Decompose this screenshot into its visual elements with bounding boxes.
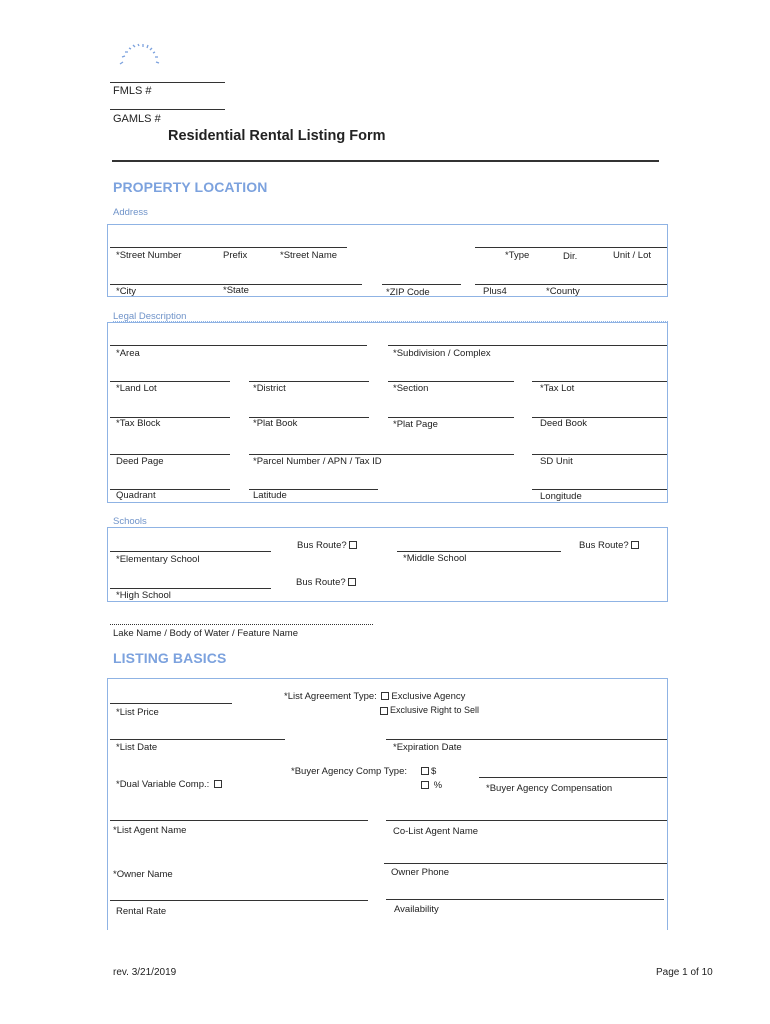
legal-box — [107, 322, 668, 503]
tax-block-label: *Tax Block — [116, 418, 161, 429]
plus4-label: Plus4 — [483, 286, 507, 297]
elementary-line[interactable] — [110, 551, 271, 552]
schools-section-title: Schools — [113, 516, 147, 527]
page-number: Page 1 of 10 — [656, 967, 713, 978]
plat-book-label: *Plat Book — [253, 418, 298, 429]
unit-lot-label: Unit / Lot — [613, 250, 652, 261]
tax-lot-label: *Tax Lot — [540, 383, 575, 394]
exclusive-right-option[interactable] — [378, 705, 479, 715]
zip-line[interactable] — [382, 284, 461, 285]
list-price-line[interactable] — [110, 703, 232, 704]
parcel-line[interactable] — [249, 454, 514, 455]
owner-phone-label: Owner Phone — [391, 867, 450, 878]
list-agreement-type-label: *List Agreement Type: — [284, 691, 377, 702]
dir-label: Dir. — [563, 251, 578, 262]
district-label: *District — [253, 383, 286, 394]
dual-variable-checkbox[interactable] — [214, 780, 222, 788]
co-list-agent-label: Co-List Agent Name — [393, 826, 479, 837]
comp-percent-label: % — [433, 780, 443, 791]
lake-line[interactable] — [110, 624, 373, 625]
section-line[interactable] — [388, 381, 514, 382]
plus4-line[interactable] — [475, 284, 667, 285]
list-date-label: *List Date — [116, 742, 158, 753]
subdivision-label: *Subdivision / Complex — [393, 348, 491, 359]
plat-page-label: *Plat Page — [393, 419, 438, 430]
title-rule — [112, 160, 659, 162]
dual-variable-comp[interactable] — [116, 779, 224, 790]
gamls-line[interactable] — [110, 109, 225, 110]
state-label: *State — [223, 285, 249, 296]
street-name-label: *Street Name — [280, 250, 338, 261]
address-section-title: Address — [113, 207, 148, 218]
list-agent-label: *List Agent Name — [113, 825, 187, 836]
revision-date: rev. 3/21/2019 — [113, 967, 177, 978]
bus-route-label: Bus Route? — [296, 577, 346, 588]
sd-unit-label: SD Unit — [540, 456, 573, 467]
legal-section-title: Legal Description — [113, 311, 187, 322]
form-title: Residential Rental Listing Form — [168, 128, 386, 144]
county-label: *County — [546, 286, 580, 297]
comp-dollar-label: $ — [431, 766, 437, 777]
sd-unit-line[interactable] — [532, 454, 667, 455]
fmls-line[interactable] — [110, 82, 225, 83]
availability-line[interactable] — [386, 899, 664, 900]
gamls-label: GAMLS # — [113, 113, 161, 125]
rental-rate-label: Rental Rate — [116, 906, 167, 917]
owner-name-label: *Owner Name — [113, 869, 173, 880]
middle-line[interactable] — [397, 551, 561, 552]
list-date-line[interactable] — [110, 739, 285, 740]
tax-lot-line[interactable] — [532, 381, 667, 382]
deed-page-label: Deed Page — [116, 456, 164, 467]
bus-route-high[interactable] — [296, 577, 358, 588]
street-number-label: *Street Number — [116, 250, 182, 261]
owner-phone-line[interactable] — [384, 863, 667, 864]
elementary-label: *Elementary School — [116, 554, 200, 565]
lake-label: Lake Name / Body of Water / Feature Name — [113, 628, 298, 639]
high-label: *High School — [116, 590, 171, 601]
type-line[interactable] — [475, 247, 667, 248]
section-label: *Section — [393, 383, 429, 394]
zip-label: *ZIP Code — [386, 287, 430, 298]
list-price-label: *List Price — [116, 707, 159, 718]
district-line[interactable] — [249, 381, 369, 382]
bus-route-elementary[interactable] — [297, 540, 359, 551]
listing-basics-box — [107, 678, 668, 930]
quadrant-label: Quadrant — [116, 490, 156, 501]
bus-route-elementary-checkbox[interactable] — [349, 541, 357, 549]
longitude-line[interactable] — [532, 489, 667, 490]
land-lot-label: *Land Lot — [116, 383, 157, 394]
rental-rate-line[interactable] — [110, 900, 368, 901]
expiration-date-line[interactable] — [386, 739, 667, 740]
high-line[interactable] — [110, 588, 271, 589]
comp-percent-checkbox[interactable] — [421, 781, 429, 789]
exclusive-right-label: Exclusive Right to Sell — [390, 705, 480, 715]
city-label: *City — [116, 286, 137, 297]
prefix-label: Prefix — [223, 250, 248, 261]
latitude-label: Latitude — [253, 490, 287, 501]
fmls-label: FMLS # — [113, 85, 152, 97]
buyer-agency-comp-type-label: *Buyer Agency Comp Type: — [291, 766, 407, 777]
bus-route-middle[interactable] — [579, 540, 641, 551]
property-location-heading: PROPERTY LOCATION — [113, 179, 268, 195]
availability-label: Availability — [394, 904, 439, 915]
longitude-label: Longitude — [540, 491, 582, 502]
buyer-agency-comp-line[interactable] — [479, 777, 667, 778]
bus-route-label: Bus Route? — [579, 540, 629, 551]
exclusive-right-checkbox[interactable] — [380, 707, 388, 715]
street-number-line[interactable] — [110, 247, 347, 248]
comp-percent-option[interactable] — [419, 780, 442, 791]
logo-icon — [114, 40, 166, 68]
bus-route-middle-checkbox[interactable] — [631, 541, 639, 549]
buyer-agency-comp-label: *Buyer Agency Compensation — [486, 783, 613, 794]
deed-book-label: Deed Book — [540, 418, 588, 429]
listing-basics-heading: LISTING BASICS — [113, 650, 227, 666]
subdivision-line[interactable] — [388, 345, 667, 346]
plat-page-line[interactable] — [388, 417, 514, 418]
exclusive-agency-label: Exclusive Agency — [391, 691, 466, 702]
dual-variable-label: *Dual Variable Comp.: — [116, 779, 210, 790]
land-lot-line[interactable] — [110, 381, 230, 382]
list-agreement-type — [284, 691, 465, 702]
bus-route-label: Bus Route? — [297, 540, 347, 551]
parcel-label: *Parcel Number / APN / Tax ID — [253, 456, 382, 467]
bus-route-high-checkbox[interactable] — [348, 578, 356, 586]
comp-dollar-option[interactable] — [419, 766, 436, 777]
comp-dollar-checkbox[interactable] — [421, 767, 429, 775]
exclusive-agency-checkbox[interactable] — [381, 692, 389, 700]
expiration-date-label: *Expiration Date — [393, 742, 462, 753]
middle-label: *Middle School — [403, 553, 467, 564]
type-label: *Type — [505, 250, 530, 261]
list-agent-line[interactable] — [110, 820, 368, 821]
deed-page-line[interactable] — [110, 454, 230, 455]
co-list-agent-line[interactable] — [386, 820, 667, 821]
area-label: *Area — [116, 348, 140, 359]
area-line[interactable] — [110, 345, 367, 346]
